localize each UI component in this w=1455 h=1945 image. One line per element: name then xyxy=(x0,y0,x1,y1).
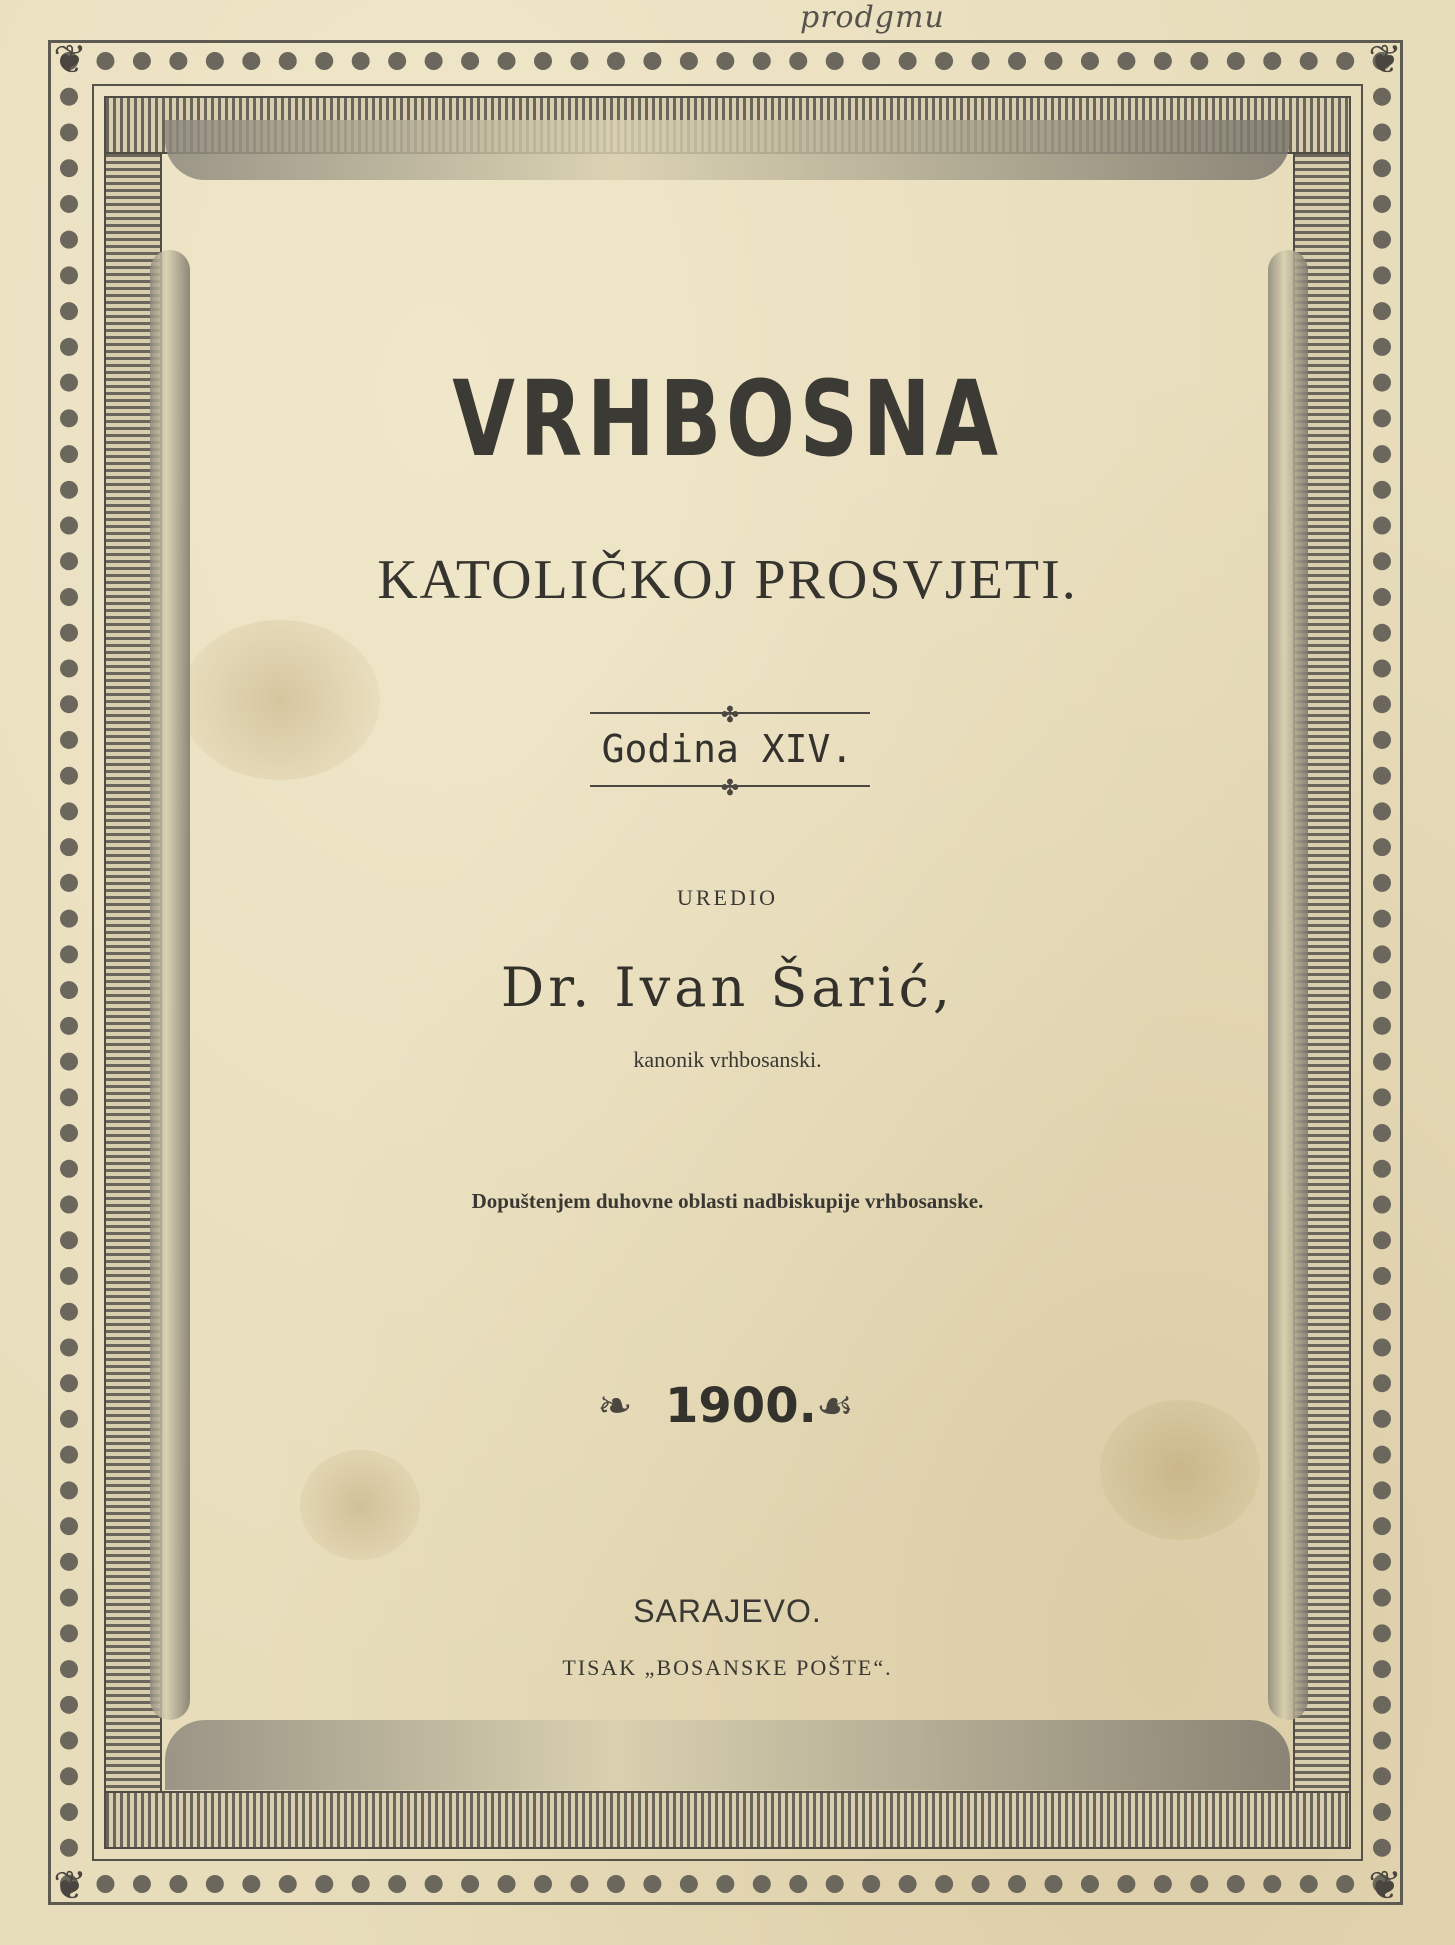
editor-role: kanonik vrhbosanski. xyxy=(633,1047,822,1072)
ornamental-rule-bottom: ✤ xyxy=(590,785,870,811)
imprint-city: SARAJEVO. xyxy=(633,1593,822,1629)
scroll-flourish-icon: ❧ xyxy=(597,1381,633,1430)
permission-line: Dopuštenjem duhovne oblasti nadbiskupije vrhbosanske. xyxy=(471,1189,984,1213)
handwritten-note: prodgmu xyxy=(800,0,945,35)
floral-corner-icon: ❦ xyxy=(1368,1863,1402,1909)
scroll-flourish-icon: ☙ xyxy=(816,1381,854,1430)
publication-year: 1900. xyxy=(665,1378,817,1434)
editor-name: Dr. Ivan Šarić, xyxy=(500,956,955,1019)
imprint-printer: TISAK „BOSANSKE POŠTE“. xyxy=(562,1655,893,1680)
volume-label: Godina XIV. xyxy=(601,727,854,771)
page-subtitle: KATOLIČKOJ PROSVJETI. xyxy=(377,549,1078,611)
floral-corner-icon: ❦ xyxy=(53,37,87,83)
editor-label: UREDIO xyxy=(676,885,779,910)
floral-corner-icon: ❦ xyxy=(53,1863,87,1909)
floral-corner-icon: ❦ xyxy=(1368,37,1402,83)
year-cartouche xyxy=(565,1370,885,1442)
ornamental-rule-top: ✤ xyxy=(590,712,870,738)
page-title: VRHBOSNA xyxy=(452,358,1003,480)
